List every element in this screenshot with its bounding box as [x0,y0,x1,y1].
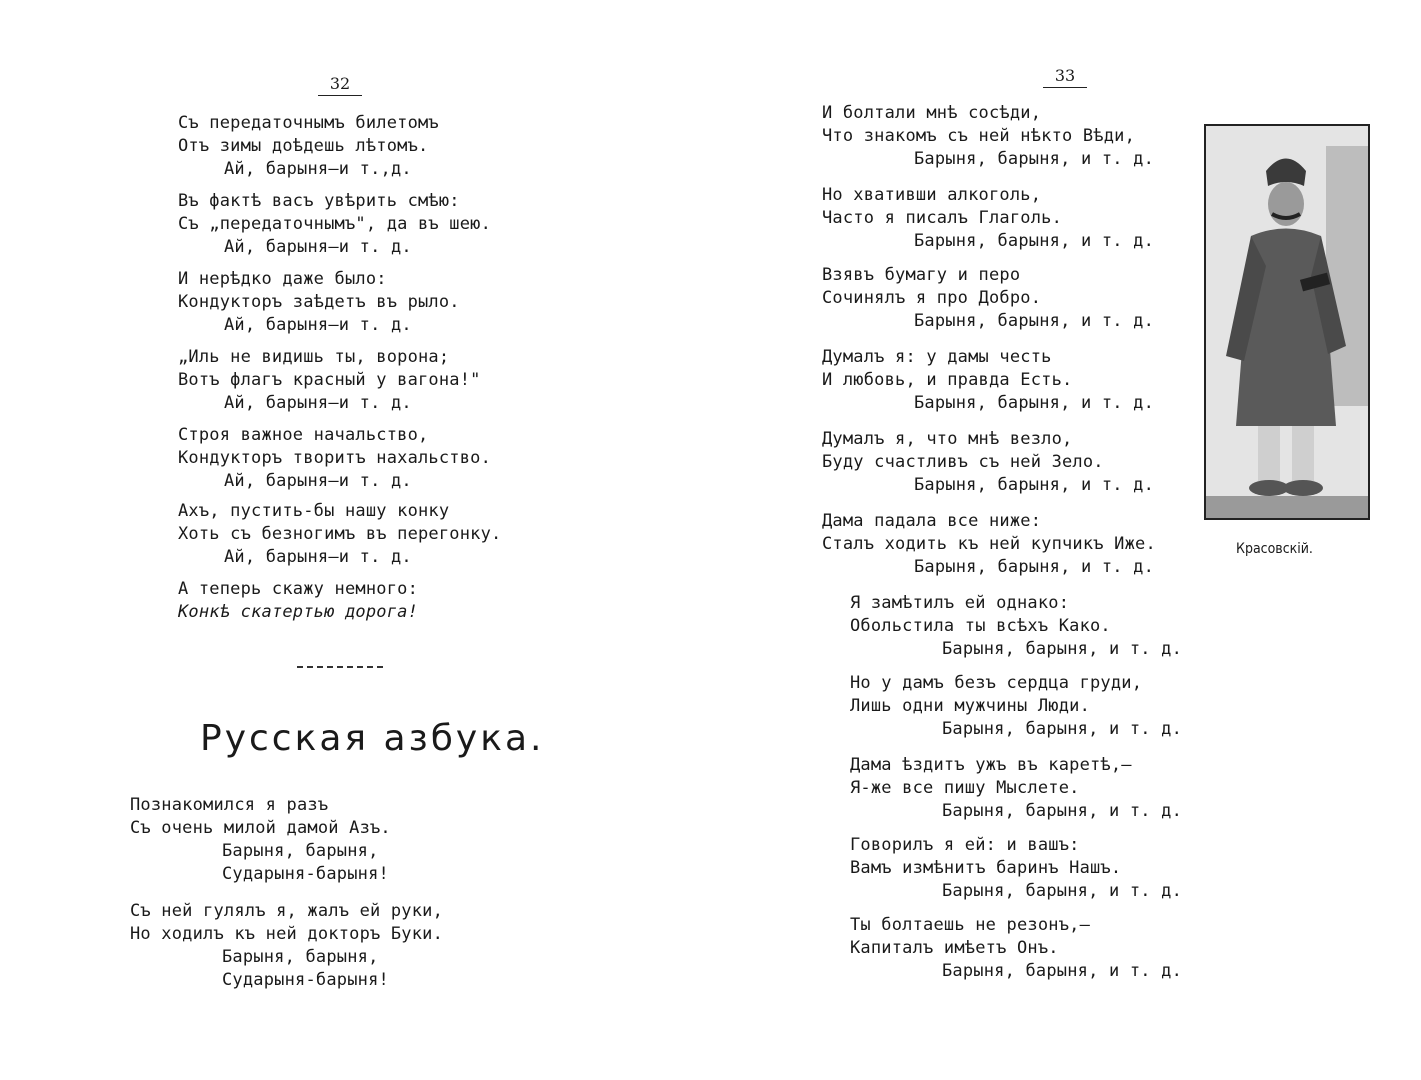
stanza [178,578,418,624]
refrain-line: Барыня, барыня, и т. д. [914,231,1155,251]
stanza [850,914,1182,983]
verse-line: „Иль не видишь ты, ворона; [178,347,450,367]
refrain-line: Барыня, барыня, и т. д. [914,149,1155,169]
verse-line: Съ передаточнымъ билетомъ [178,113,439,133]
stanza [850,754,1182,823]
stanza [178,500,501,569]
verse-line: Часто я писалъ Глаголь. [822,208,1063,228]
refrain-line: Ай, барыня—и т. д. [224,547,412,567]
stanza [822,264,1154,333]
verse-line: Взявъ бумагу и перо [822,265,1021,285]
verse-line: Я замѣтилъ ей однако: [850,593,1070,613]
verse-line: И нерѣдко даже было: [178,269,387,289]
refrain-line: Ай, барыня—и т. д. [224,237,412,257]
refrain-line: Сударыня-барыня! [222,864,389,884]
verse-line: Вамъ измѣнитъ баринъ Нашъ. [850,858,1122,878]
stanza [178,190,491,259]
section-separator [297,666,383,668]
verse-line: И любовь, и правда Есть. [822,370,1073,390]
refrain-line: Барыня, барыня, и т. д. [914,557,1155,577]
stanza [178,346,481,415]
left-page [0,0,700,1080]
stanza [178,268,460,337]
refrain-line: Сударыня-барыня! [222,970,389,990]
refrain-line: Барыня, барыня, и т. д. [942,719,1183,739]
refrain-line: Барыня, барыня, и т. д. [914,393,1155,413]
verse-line: Отъ зимы доѣдешь лѣтомъ. [178,136,429,156]
refrain-line: Барыня, барыня, и т. д. [914,311,1155,331]
verse-line: Лишь одни мужчины Люди. [850,696,1091,716]
verse-line: Сталъ ходить къ ней купчикъ Иже. [822,534,1156,554]
page-number-left [315,74,365,96]
verse-line: Но ходилъ къ ней докторъ Буки. [130,924,444,944]
refrain-line: Барыня, барыня, [222,947,379,967]
verse-line: Буду счастливъ съ ней Зело. [822,452,1104,472]
stanza [850,672,1182,741]
verse-line: Хоть съ безногимъ въ перегонку. [178,524,502,544]
refrain-line: Ай, барыня—и т. д. [224,393,412,413]
stanza [850,592,1182,661]
portrait-illustration-icon [1206,126,1368,518]
verse-line: Ты болтаешь не резонъ,— [850,915,1091,935]
page-number-text: 33 [1054,66,1076,85]
stanza [822,510,1156,579]
stanza [130,794,391,886]
refrain-line: Ай, барыня—и т. д. [224,315,412,335]
verse-line: Познакомился я разъ [130,795,329,815]
portrait-illustration [1204,124,1370,520]
verse-line: Дама падала все ниже: [822,511,1042,531]
stanza [822,184,1154,253]
refrain-line: Ай, барыня—и т.,д. [224,159,412,179]
stanza [822,102,1154,171]
stanza [178,112,439,181]
verse-line: Съ очень милой дамой Азъ. [130,818,391,838]
page-number-right [1040,66,1090,88]
poem-title: Русская азбука. [200,718,545,759]
verse-line: Ахъ, пустить-бы нашу конку [178,501,450,521]
stanza [822,346,1154,415]
verse-line: Съ „передаточнымъ", да въ шею. [178,214,492,234]
refrain-line: Барыня, барыня, [222,841,379,861]
refrain-line: Барыня, барыня, и т. д. [914,475,1155,495]
page-number-rule [318,95,362,96]
verse-line: А теперь скажу немного: [178,579,419,599]
stanza [178,424,491,493]
figure-caption: Красовскій. [1236,541,1313,557]
verse-line: Но хвативши алкоголь, [822,185,1042,205]
verse-line: Но у дамъ безъ сердца груди, [850,673,1143,693]
verse-line: Сочинялъ я про Добро. [822,288,1042,308]
refrain-line: Барыня, барыня, и т. д. [942,961,1183,981]
verse-line: Капиталъ имѣетъ Онъ. [850,938,1059,958]
verse-line: Дама ѣздитъ ужъ въ каретѣ,— [850,755,1132,775]
page-number-text: 32 [329,74,351,93]
refrain-line: Барыня, барыня, и т. д. [942,881,1183,901]
refrain-line: Барыня, барыня, и т. д. [942,639,1183,659]
verse-line: Кондукторъ заѣдетъ въ рыло. [178,292,460,312]
verse-line: Говорилъ я ей: и вашъ: [850,835,1080,855]
refrain-line: Ай, барыня—и т. д. [224,471,412,491]
verse-line: Въ фактѣ васъ увѣрить смѣю: [178,191,460,211]
verse-line: И болтали мнѣ сосѣди, [822,103,1042,123]
verse-line: Строя важное начальство, [178,425,429,445]
verse-line: Думалъ я: у дамы честь [822,347,1052,367]
verse-line: Что знакомъ съ ней нѣкто Вѣди, [822,126,1136,146]
verse-line: Обольстила ты всѣхъ Како. [850,616,1111,636]
stanza [130,900,443,992]
verse-line: Думалъ я, что мнѣ везло, [822,429,1073,449]
verse-line: Кондукторъ творитъ нахальство. [178,448,492,468]
verse-line: Я-же все пишу Мыслете. [850,778,1080,798]
verse-line: Вотъ флагъ красный у вагона!" [178,370,481,390]
stanza [850,834,1182,903]
stanza [822,428,1154,497]
verse-line: Съ ней гулялъ я, жалъ ей руки, [130,901,444,921]
verse-line: Конкѣ скатертью дорога! [178,602,419,622]
page-number-rule [1043,87,1087,88]
refrain-line: Барыня, барыня, и т. д. [942,801,1183,821]
